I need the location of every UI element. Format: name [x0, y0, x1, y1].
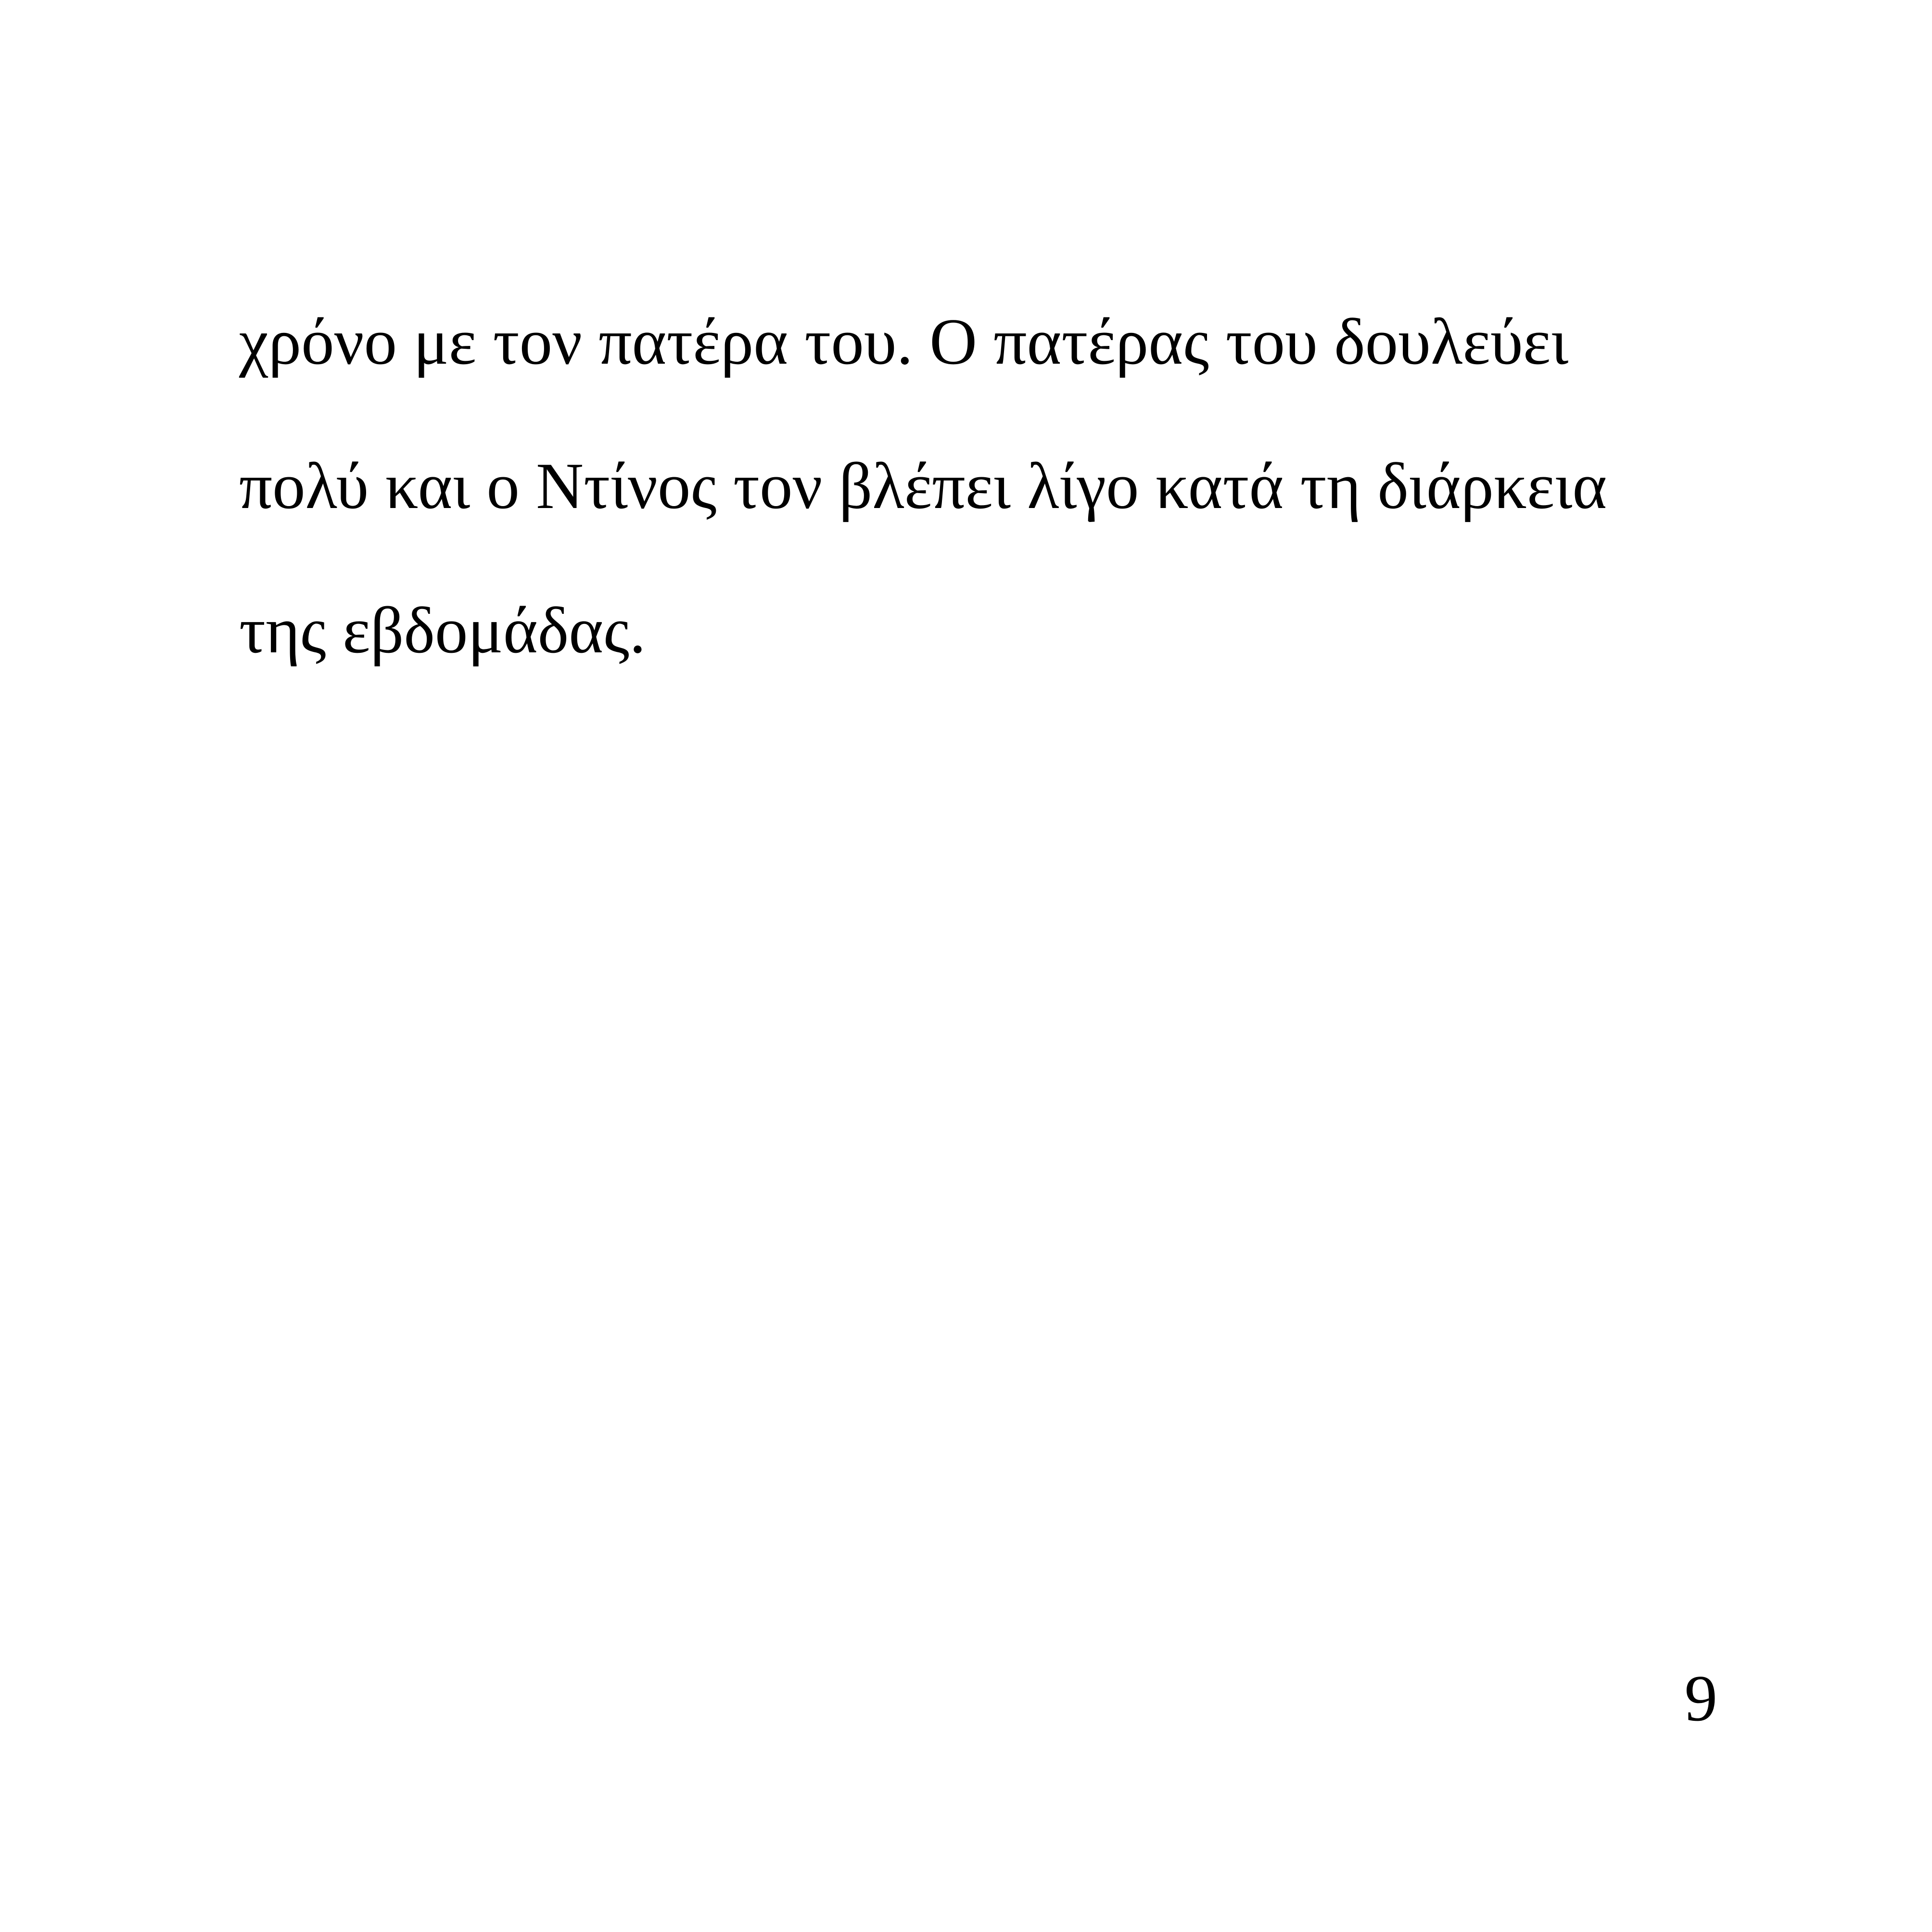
paragraph-line-2: πολύ και ο Ντίνος τον βλέπει λίγο κατά τη διάρκεια	[239, 449, 1607, 522]
page-number: 9	[1684, 1662, 1717, 1735]
paragraph-line-3: της εβδομάδας.	[239, 594, 646, 667]
paragraph-line-1: χρόνο με τον πατέρα του. Ο πατέρας του δουλεύει	[239, 305, 1569, 378]
body-paragraph	[239, 269, 1779, 702]
